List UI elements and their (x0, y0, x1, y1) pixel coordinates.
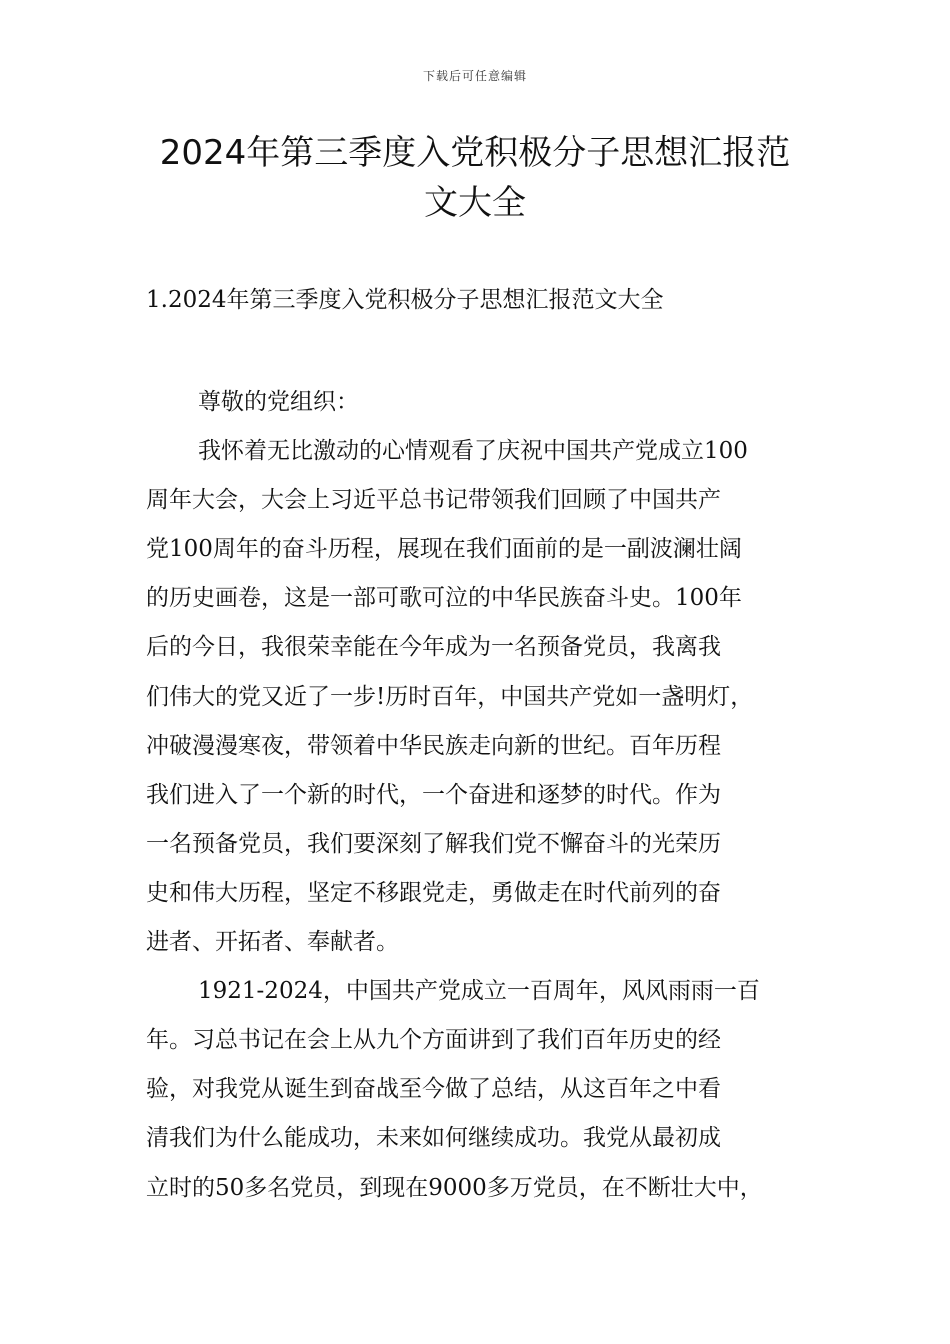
paragraph-line: 立时的50多名党员，到现在9000多万党员，在不断壮大中， (146, 1174, 763, 1201)
paragraph-line: 后的今日，我很荣幸能在今年成为一名预备党员，我离我 (146, 634, 721, 661)
paragraph-line: 清我们为什么能成功，未来如何继续成功。我党从最初成 (146, 1125, 721, 1152)
header-note: 下载后可任意编辑 (422, 69, 527, 83)
document-title-line-2: 文大全 (424, 183, 526, 223)
paragraph-line: 的历史画卷，这是一部可歌可泣的中华民族奋斗史。100年 (146, 585, 742, 612)
paragraph-line: 史和伟大历程，坚定不移跟党走，勇做走在时代前列的奋 (146, 879, 721, 906)
document-title-line-1: 2024年第三季度入党积极分子思想汇报范 (159, 133, 791, 173)
paragraph-line: 冲破漫漫寒夜，带领着中华民族走向新的世纪。百年历程 (146, 732, 721, 759)
document-title (100, 128, 850, 228)
paragraph-line: 周年大会，大会上习近平总书记带领我们回顾了中国共产 (146, 487, 721, 514)
paragraph-line: 1921-2024，中国共产党成立一百周年，风风雨雨一百 (198, 978, 760, 1005)
section-heading: 1.2024年第三季度入党积极分子思想汇报范文大全 (146, 287, 664, 313)
paragraph-line: 们伟大的党又近了一步!历时百年，中国共产党如一盏明灯， (146, 683, 754, 710)
paragraph-line: 我怀着无比激动的心情观看了庆祝中国共产党成立100 (198, 438, 748, 465)
paragraph-line: 验，对我党从诞生到奋战至今做了总结，从这百年之中看 (146, 1076, 721, 1103)
paragraph-line: 进者、开拓者、奉献者。 (146, 929, 399, 956)
salutation-line: 尊敬的党组织： (198, 389, 359, 415)
paragraph-line: 我们进入了一个新的时代，一个奋进和逐梦的时代。作为 (146, 781, 721, 808)
paragraph-line: 一名预备党员，我们要深刻了解我们党不懈奋斗的光荣历 (146, 830, 721, 857)
paragraph-line: 年。习总书记在会上从九个方面讲到了我们百年历史的经 (146, 1027, 721, 1054)
paragraph-line: 党100周年的奋斗历程，展现在我们面前的是一副波澜壮阔 (146, 536, 742, 563)
body-text (146, 378, 814, 1213)
